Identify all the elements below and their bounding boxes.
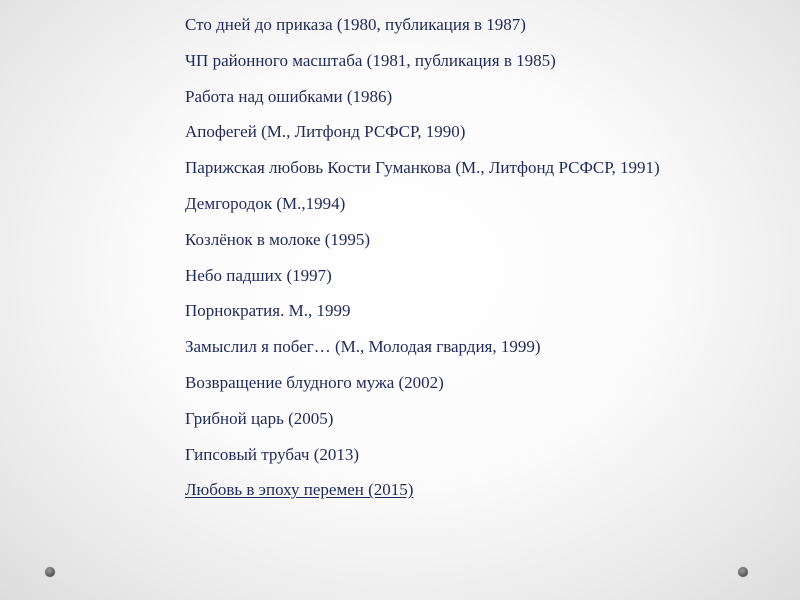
list-item: Сто дней до приказа (1980, публикация в 1987) <box>185 15 526 34</box>
list-item-link[interactable]: Любовь в эпоху перемен (2015) <box>185 480 414 500</box>
works-list <box>185 7 705 508</box>
decorative-dot-icon <box>738 567 748 577</box>
list-item: Работа над ошибками (1986) <box>185 86 393 106</box>
list-item: Порнократия. М., 1999 <box>185 301 351 321</box>
list-item: Демгородок (М.,1994) <box>185 193 346 213</box>
decorative-dot-icon <box>45 567 55 577</box>
list-item: Возвращение блудного мужа (2002) <box>185 372 444 392</box>
list-item: Небо падших (1997) <box>185 265 332 285</box>
list-item: ЧП районного масштаба (1981, публикация в 1985) <box>185 50 556 70</box>
list-item: Замыслил я побег… (М., Молодая гвардия, 1999) <box>185 337 541 357</box>
list-item: Грибной царь (2005) <box>185 408 334 428</box>
list-item: Козлёнок в молоке (1995) <box>185 229 371 249</box>
list-item: Парижская любовь Кости Гуманкова (М., Литфонд РСФСР, 1991) <box>185 158 660 178</box>
list-item: Апофегей (М., Литфонд РСФСР, 1990) <box>185 122 466 142</box>
list-item: Гипсовый трубач (2013) <box>185 444 360 464</box>
